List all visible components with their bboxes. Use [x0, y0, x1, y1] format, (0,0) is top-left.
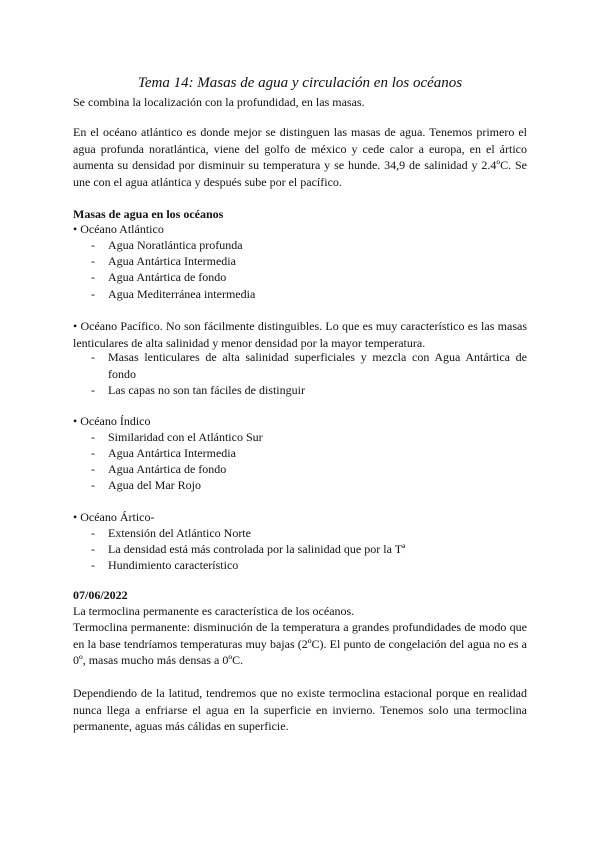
list-dash: -	[91, 446, 95, 460]
list-dash: -	[91, 478, 95, 492]
list-dash: -	[91, 542, 95, 556]
list-item: Agua Noratlántica profunda	[108, 238, 243, 252]
list-dash: -	[91, 287, 95, 301]
list-item: La densidad está más controlada por la salinidad que por la Tª	[108, 542, 406, 556]
intro-text: Se combina la localización con la profundidad, en las masas.	[73, 95, 365, 109]
list-item: Masas lenticulares de alta salinidad superficiales y mezcla con Agua Antártica de fondo	[108, 350, 527, 381]
section-heading: Masas de agua en los océanos	[73, 207, 224, 221]
list-item: Agua Mediterránea intermedia	[108, 287, 256, 301]
list-dash: -	[91, 254, 95, 268]
ocean-pacifico-heading: • Océano Pacífico. No son fácilmente distinguibles. Lo que es muy característico es las masas lenticulares de alta salinidad y menor densidad por la mayor temperatura.	[73, 319, 527, 350]
paragraph-latitude: Dependiendo de la latitud, tendremos que no existe termoclina estacional porque en realidad nunca llega a enfriarse el agua en la superficie en invierno. Tenemos solo una termoclina permanente, aguas más cálidas en superficie.	[73, 686, 527, 733]
list-item: Las capas no son tan fáciles de distinguir	[108, 383, 305, 397]
date-heading: 07/06/2022	[73, 588, 128, 602]
ocean-indico-heading: • Océano Índico	[73, 414, 151, 428]
paragraph-thermocline: Termoclina permanente: disminución de la temperatura a grandes profundidades de modo que en la base tendríamos temperaturas muy bajas (2ºC). El punto de congelación del agua no es a 0º, masas mucho más densas a 0ºC.	[73, 620, 527, 667]
list-item: Agua Antártica de fondo	[108, 462, 227, 476]
list-item: Hundimiento característico	[108, 558, 239, 572]
ocean-atlantico-heading: • Océano Atlántico	[73, 222, 164, 236]
list-dash: -	[91, 462, 95, 476]
list-item: Agua Antártica Intermedia	[108, 254, 236, 268]
list-dash: -	[91, 270, 95, 284]
list-item: Agua Antártica Intermedia	[108, 446, 236, 460]
list-item: Similaridad con el Atlántico Sur	[108, 430, 263, 444]
document-title: Tema 14: Masas de agua y circulación en los océanos	[137, 75, 463, 91]
paragraph-atlantic: En el océano atlántico es donde mejor se distinguen las masas de agua. Tenemos primero el agua profunda noratlántica, viene del golfo de méxico y cede calor a europa, en el ártico aumenta su densidad por disminuir su temperatura y se hunde. 34,9 de salinidad y 2.4ºC. Se une con el agua atlántica y después sube por el pacífico.	[73, 125, 527, 189]
list-dash: -	[91, 526, 95, 540]
list-item: Extensión del Atlántico Norte	[108, 526, 251, 540]
thermocline-statement: La termoclina permanente es característica de los océanos.	[73, 604, 355, 618]
list-dash: -	[91, 350, 95, 364]
list-dash: -	[91, 430, 95, 444]
list-dash: -	[91, 238, 95, 252]
list-item: Agua del Mar Rojo	[108, 478, 201, 492]
list-item: Agua Antártica de fondo	[108, 270, 227, 284]
list-dash: -	[91, 383, 95, 397]
ocean-artico-heading: • Océano Ártico-	[73, 510, 155, 524]
list-dash: -	[91, 558, 95, 572]
